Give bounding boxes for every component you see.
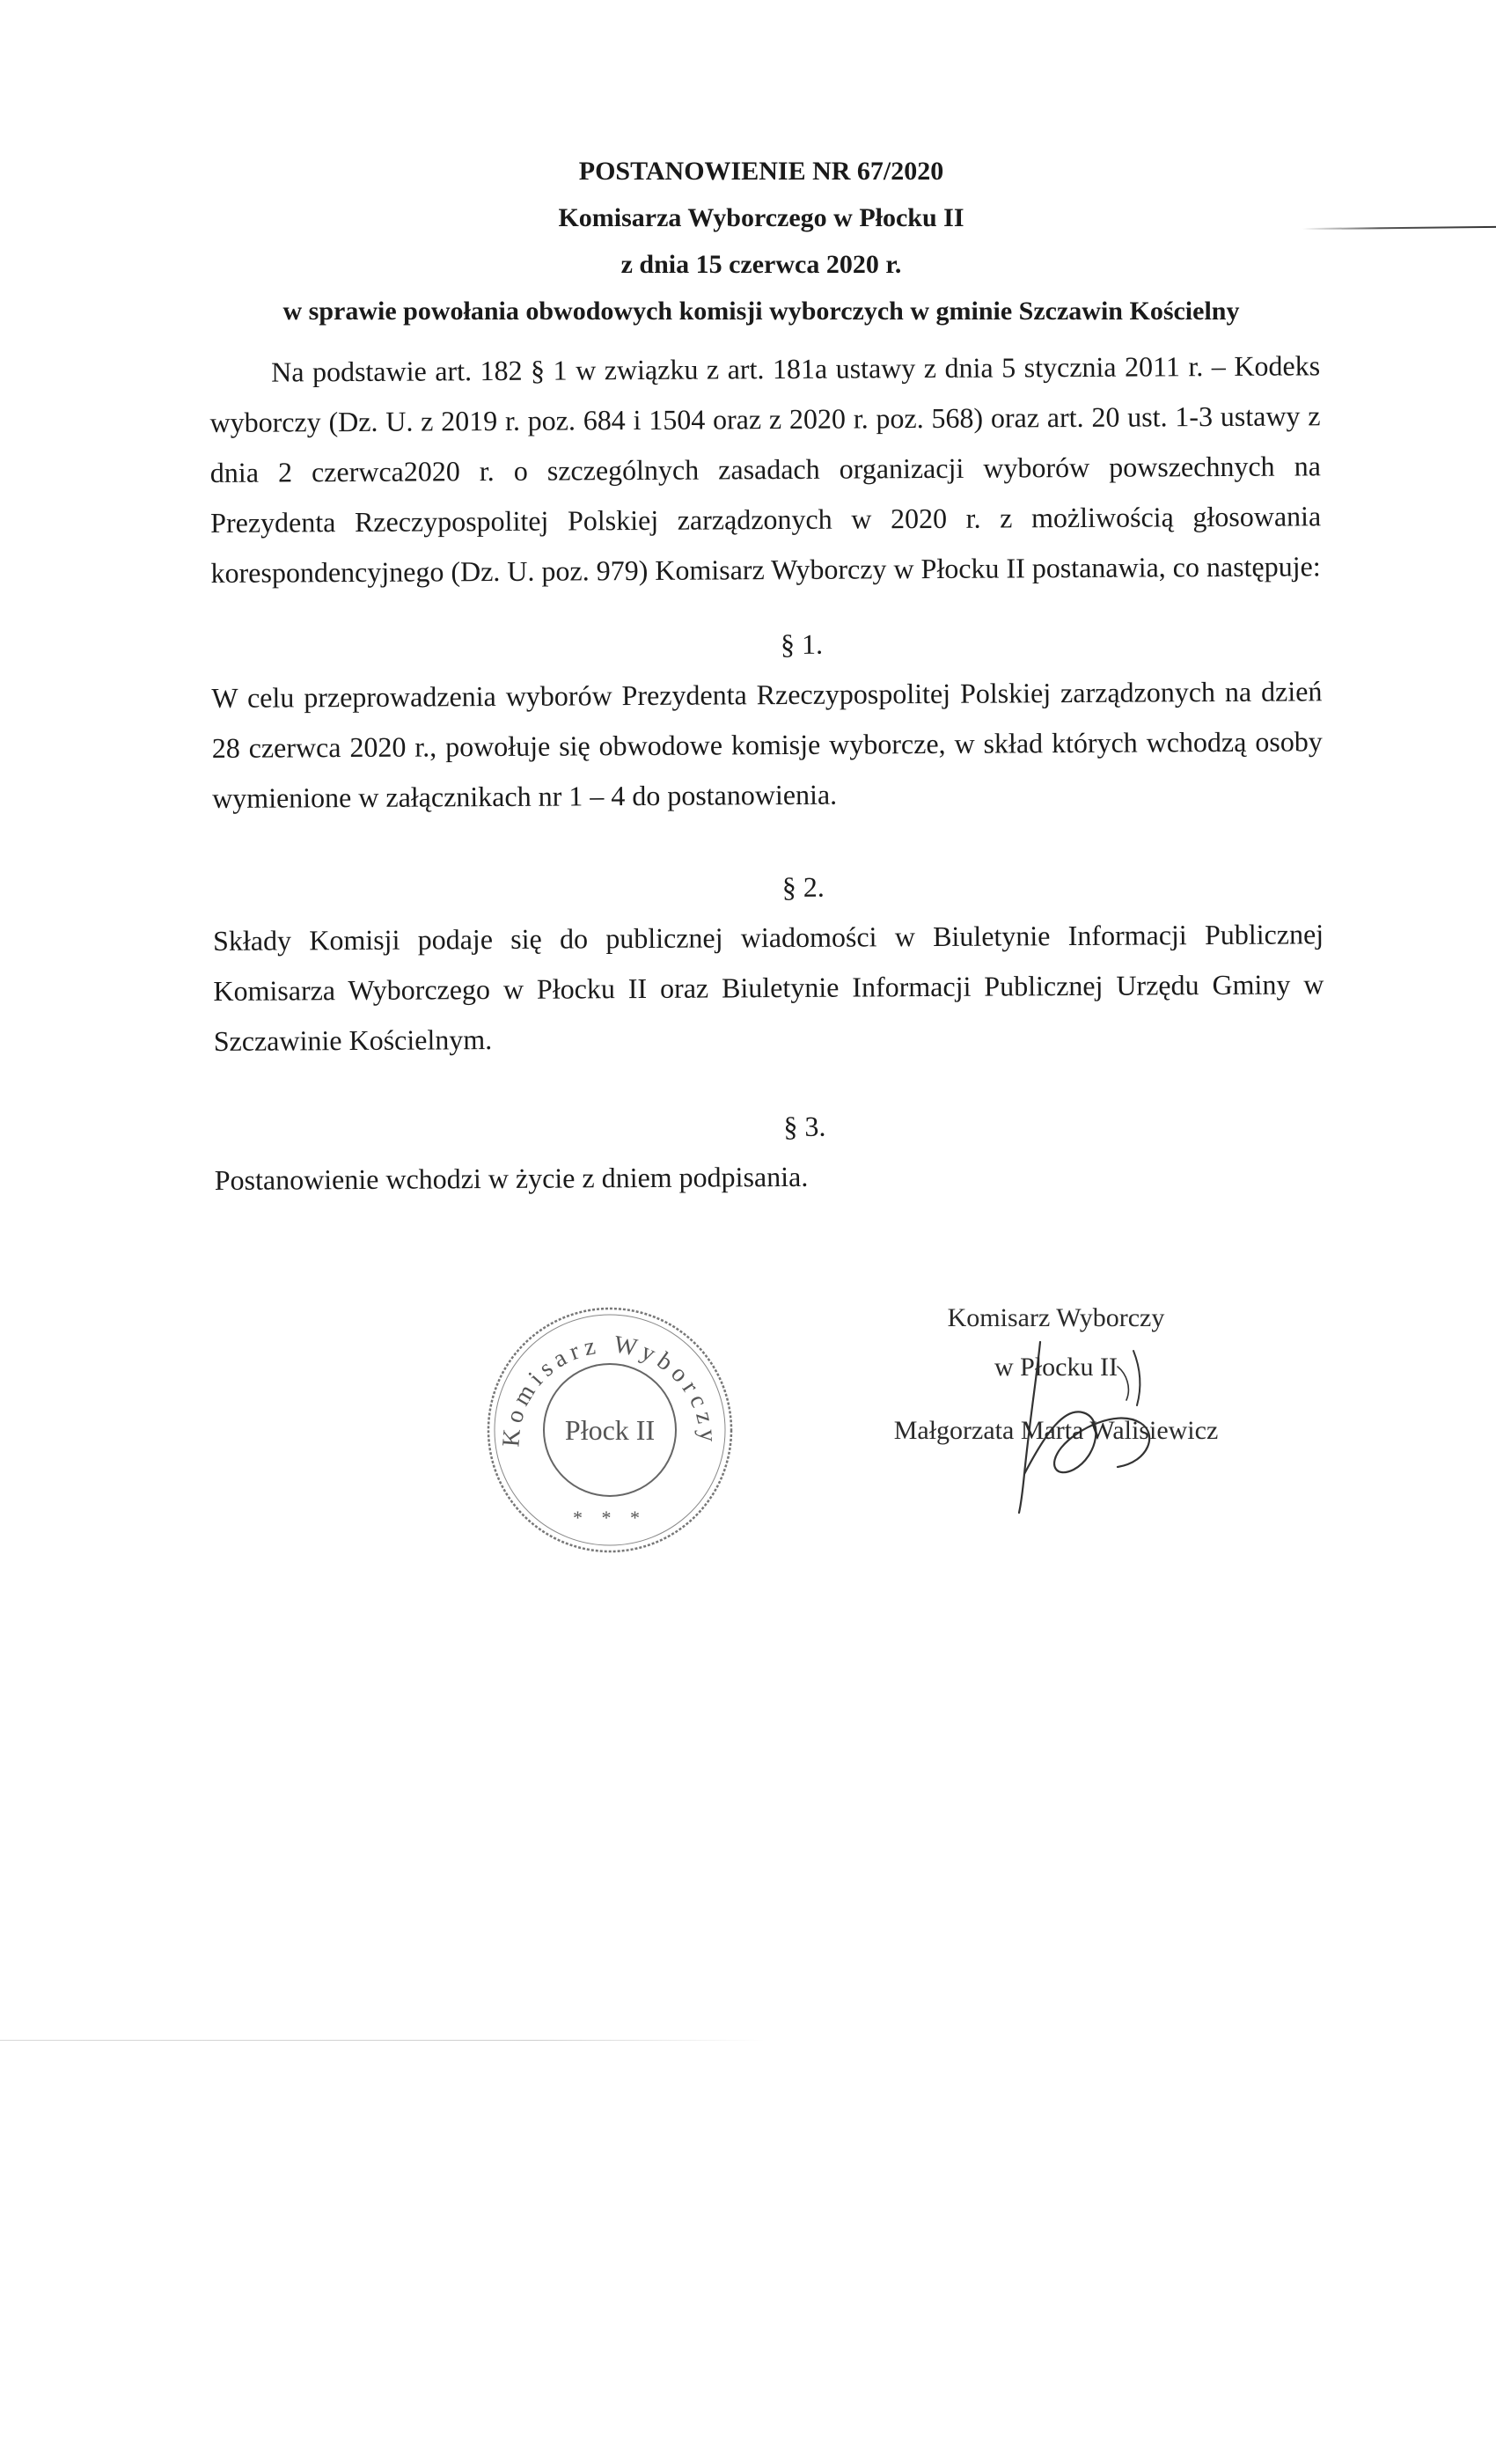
document-body [209, 341, 1325, 1206]
section-1-mark: § 1. [780, 627, 824, 661]
decision-subject: w sprawie powołania obwodowych komisji wyborczych w gminie Szczawin Kościelny [282, 297, 1240, 326]
section-2-text: Składy Komisji podaje się do publicznej wiadomości w Biuletynie Informacji Publicznej Komisarza Wyborczego w Płocku II oraz Biuletynie Informacji Publicznej Urzędu Gminy w Szczawinie Kościelnym. [213, 918, 1324, 1057]
scan-artifact-line-bottom [0, 2040, 766, 2041]
issuing-authority: Komisarza Wyborczego w Płocku II [558, 203, 964, 232]
decision-date: z dnia 15 czerwca 2020 r. [620, 250, 902, 279]
section-3-text: Postanowienie wchodzi w życie z dniem podpisania. [214, 1160, 809, 1196]
signer-title: Komisarz Wyborczy [947, 1303, 1165, 1332]
signature-block [862, 1294, 1250, 1456]
seal-center-text: Płock II [564, 1414, 656, 1446]
section-2-mark: § 2. [781, 870, 825, 904]
seal-ring-text: Komisarz Wyborczy [497, 1331, 722, 1448]
preamble-paragraph: Na podstawie art. 182 § 1 w związku z art. 181a ustawy z dnia 5 stycznia 2011 r. – Kodeks wyborczy (Dz. U. z 2019 r. poz. 684 i 1504 oraz z 2020 r. poz. 568) oraz art. 20 ust. 1-3 ustawy z dnia 2 czerwca2020 r. o szczególnych zasadach organizacji wyborów powszechnych na Prezydenta Rzeczypospolitej Polskiej zarządzonych w 2020 r. z możliwością głosowania korespondencyjnego (Dz. U. poz. 979) Komisarz Wyborczy w Płocku II postanawia, co następuje: [209, 349, 1322, 589]
decision-number: POSTANOWIENIE NR 67/2020 [578, 157, 944, 186]
official-seal [482, 1302, 737, 1558]
section-3-mark: § 3. [783, 1110, 826, 1143]
signer-location: w Płocku II [994, 1353, 1118, 1382]
seal-stars: * * * [573, 1507, 647, 1529]
section-1-text: W celu przeprowadzenia wyborów Prezydenta Rzeczypospolitej Polskiej zarządzonych na dzień 28 czerwca 2020 r., powołuje się obwodowe komisje wyborcze, w skład których wchodzą osoby wymienione w załącznikach nr 1 – 4 do postanowienia. [211, 675, 1323, 814]
signer-name: Małgorzata Marta Walisiewicz [893, 1416, 1219, 1445]
document-header [176, 148, 1346, 334]
